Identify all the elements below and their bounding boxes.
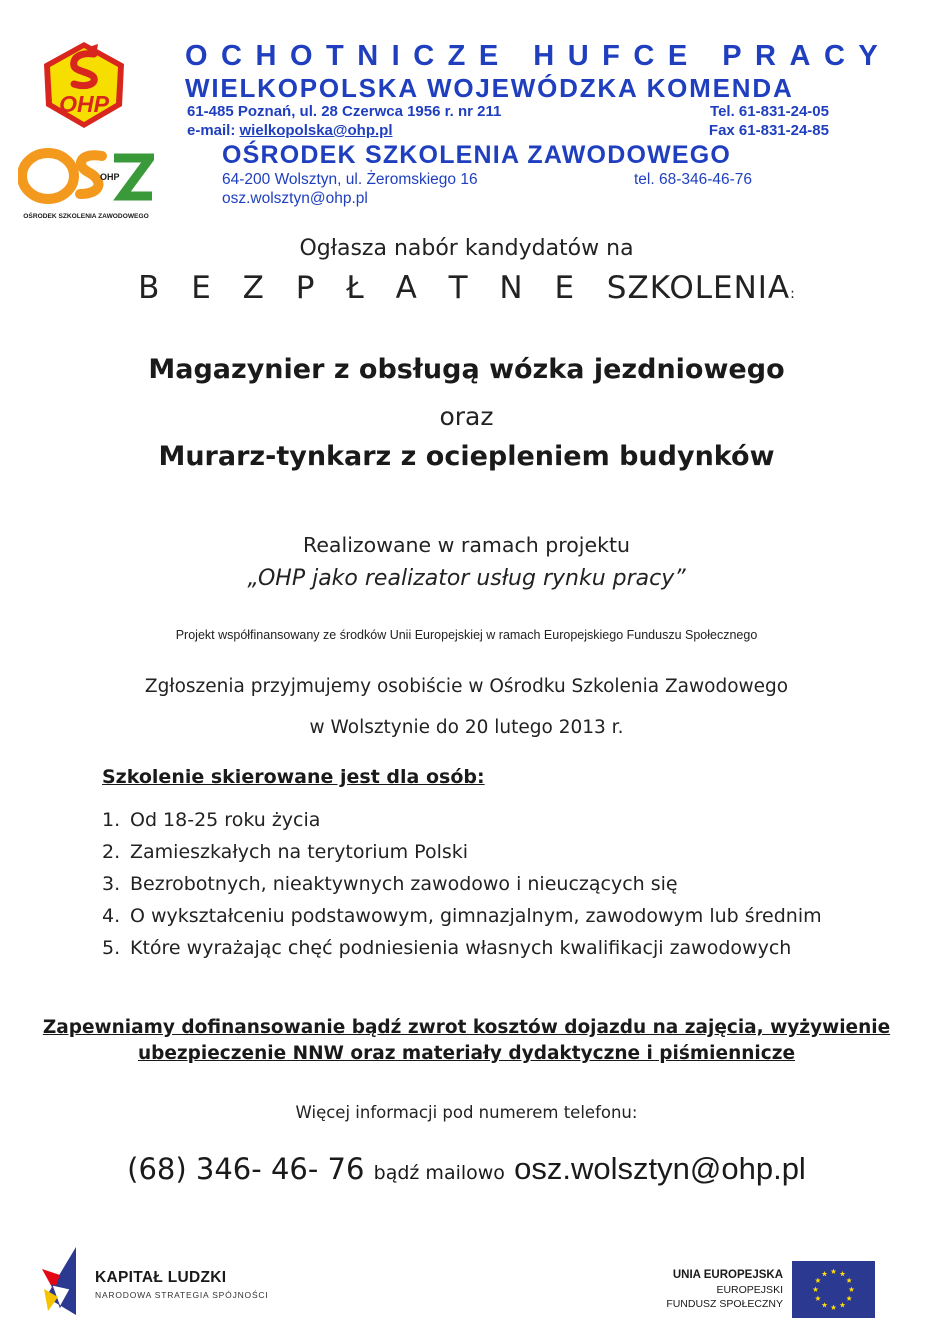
or-mail-text: bądź mailowo: [373, 1162, 505, 1184]
fax: Fax 61-831-24-85: [708, 122, 829, 139]
svg-text:OHP: OHP: [59, 91, 109, 117]
eu-line-2: EUROPEJSKI: [716, 1284, 783, 1296]
center-address: 64-200 Wolsztyn, ul. Żeromskiego 16: [222, 171, 478, 188]
center-email[interactable]: osz.wolsztyn@ohp.pl: [222, 190, 368, 207]
address: 61-485 Poznań, ul. 28 Czerwca 1956 r. nr 211: [187, 103, 502, 120]
realized-text: Realizowane w ramach projektu: [303, 533, 630, 557]
email-label: e-mail:: [187, 122, 240, 139]
contact-email[interactable]: osz.wolsztyn@ohp.pl: [514, 1151, 806, 1186]
cofinanced-note: Projekt współfinansowany ze środków Unii Europejskiej w ramach Europejskiego Funduszu Społecznego: [175, 628, 758, 642]
free-word: SZKOLENIA: [606, 270, 791, 306]
free-colon: :: [790, 286, 795, 302]
org-name: OCHOTNICZE HUFCE PRACY: [185, 40, 892, 72]
kapital-ludzki-subtitle: NARODOWA STRATEGIA SPÓJNOŚCI: [95, 1290, 269, 1300]
svg-text:OHP: OHP: [100, 172, 120, 182]
kapital-ludzki-logo: [40, 1245, 82, 1317]
list-item: 4. O wykształceniu podstawowym, gimnazjalnym, zawodowym lub średnim: [102, 905, 822, 927]
conjunction: oraz: [439, 402, 494, 431]
osz-logo: [18, 148, 154, 224]
intro-text: Ogłasza nabór kandydatów na: [299, 236, 634, 261]
eu-flag-icon: [792, 1261, 875, 1318]
eu-text: [666, 1268, 783, 1311]
course-1: Magazynier z obsługą wózka jezdniowego: [148, 354, 785, 385]
offer-line-1: Zapewniamy dofinansowanie bądź zwrot kosztów dojazdu na zajęcia, wyżywienie: [42, 1017, 891, 1038]
target-list: [102, 804, 822, 964]
list-item: 3. Bezrobotnych, nieaktywnych zawodowo i nieuczących się: [102, 873, 678, 895]
ohp-logo: [36, 38, 132, 132]
free-trainings-heading: [0, 270, 933, 306]
email-row: [187, 122, 393, 139]
list-item: 2. Zamieszkałych na terytorium Polski: [102, 841, 469, 863]
offer-line-2: ubezpieczenie NNW oraz materiały dydaktyczne i piśmiennicze: [137, 1043, 796, 1064]
project-name: „OHP jako realizator usług rynku pracy”: [247, 566, 686, 591]
svg-text:OŚRODEK SZKOLENIA ZAWODOWEGO: OŚRODEK SZKOLENIA ZAWODOWEGO: [23, 213, 149, 220]
course-2: Murarz-tynkarz z ociepleniem budynków: [158, 441, 775, 472]
tel: Tel. 61-831-24-05: [710, 103, 829, 120]
command-name: WIELKOPOLSKA WOJEWÓDZKA KOMENDA: [185, 73, 794, 103]
center-name: OŚRODEK SZKOLENIA ZAWODOWEGO: [222, 141, 732, 169]
contact-phone[interactable]: (68) 346- 46- 76: [127, 1152, 365, 1186]
applications-line-2: w Wolsztynie do 20 lutego 2013 r.: [309, 717, 624, 738]
email-link[interactable]: wielkopolska@ohp.pl: [239, 122, 393, 139]
kapital-ludzki-title: KAPITAŁ LUDZKI: [95, 1269, 227, 1286]
target-heading: Szkolenie skierowane jest dla osób:: [102, 766, 485, 788]
list-item: 5. Które wyrażając chęć podniesienia własnych kwalifikacji zawodowych: [102, 937, 792, 959]
applications-line-1: Zgłoszenia przyjmujemy osobiście w Ośrodku Szkolenia Zawodowego: [144, 676, 789, 697]
list-item: 1. Od 18-25 roku życia: [102, 809, 321, 831]
more-info: Więcej informacji pod numerem telefonu:: [295, 1103, 638, 1122]
eu-line-3: FUNDUSZ SPOŁECZNY: [666, 1298, 783, 1310]
free-spaced: B E Z P Ł A T N E: [138, 270, 586, 306]
contact-line: [0, 1151, 933, 1187]
eu-line-1: UNIA EUROPEJSKA: [672, 1269, 783, 1281]
center-tel: tel. 68-346-46-76: [634, 171, 753, 188]
